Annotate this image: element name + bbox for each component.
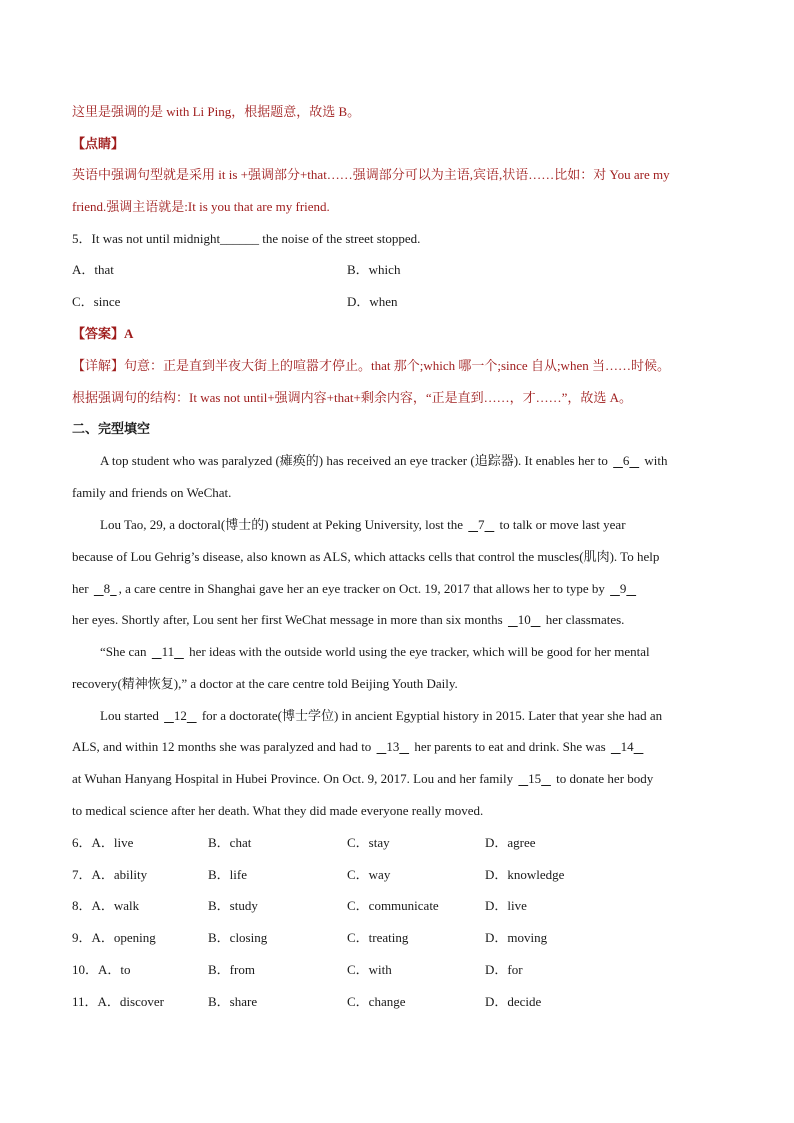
- passage-line: [100, 516, 734, 534]
- passage-line: [100, 707, 734, 725]
- choice-10-a: 10．A．to: [72, 962, 131, 977]
- blank-14: 14: [620, 739, 634, 754]
- blank-6: 6: [622, 453, 630, 468]
- question-5-stem: 5．It was not until midnight______ the noise of the street stopped.: [72, 231, 421, 246]
- passage-text: to talk or move last year: [499, 517, 626, 532]
- choice-11-c: C．change: [347, 994, 406, 1009]
- choice-8-d: D．live: [485, 898, 527, 913]
- passage-line: recovery(精神恢复),” a doctor at the care centre told Beijing Youth Daily.: [72, 676, 458, 691]
- detail-line-1: 【详解】句意：正是直到半夜大街上的喧嚣才停止。that 那个;which 哪一个;since 自从;when 当……时候。: [72, 358, 670, 373]
- choice-8-b: B．study: [208, 898, 258, 913]
- blank-9: 9: [619, 581, 627, 596]
- blank-15: 15: [528, 771, 542, 786]
- choice-6-b: B．chat: [208, 835, 252, 850]
- choice-6-d: D．agree: [485, 835, 536, 850]
- choice-7-b: B．life: [208, 867, 247, 882]
- choice-10-c: C．with: [347, 962, 392, 977]
- choice-6-a: 6．A．live: [72, 835, 134, 850]
- choice-9-b: B．closing: [208, 930, 268, 945]
- passage-text: her: [72, 581, 89, 596]
- tip-label: 【点睛】: [72, 136, 125, 151]
- q5-option-a: A．that: [72, 262, 114, 277]
- explanation-line: 这里是强调的是 with Li Ping，根据题意，故选 B。: [72, 104, 361, 119]
- passage-line: to medical science after her death. What they did made everyone really moved.: [72, 803, 484, 818]
- blank-12: 12: [173, 708, 187, 723]
- q5-option-d: D．when: [347, 294, 398, 309]
- passage-text: for a doctorate(博士学位) in ancient Egyptial history in 2015. Later that year she had an: [201, 708, 663, 723]
- passage-text: “She can: [100, 644, 147, 659]
- blank-11: 11: [161, 644, 175, 659]
- passage-line: [72, 770, 734, 788]
- detail-line-2: 根据强调句的结构：It was not until+强调内容+that+剩余内容，“正是直到……，才……”，故选 A。: [72, 390, 633, 405]
- section-title: 二、完型填空: [72, 422, 151, 437]
- passage-text: ALS, and within 12 months she was paralyzed and had to: [72, 739, 372, 754]
- choice-10-b: B．from: [208, 962, 255, 977]
- blank-13: 13: [386, 739, 400, 754]
- blank-8: 8: [103, 581, 111, 596]
- passage-text: her eyes. Shortly after, Lou sent her first WeChat message in more than six months: [72, 612, 503, 627]
- passage-line: [100, 643, 734, 661]
- passage-text: at Wuhan Hanyang Hospital in Hubei Province. On Oct. 9, 2017. Lou and her family: [72, 771, 514, 786]
- passage-line: [72, 580, 734, 598]
- passage-text: her parents to eat and drink. She was: [414, 739, 606, 754]
- choice-9-c: C．treating: [347, 930, 409, 945]
- choice-11-d: D．decide: [485, 994, 542, 1009]
- choice-11-a: 11．A．discover: [72, 994, 164, 1009]
- choice-6-c: C．stay: [347, 835, 390, 850]
- blank-7: 7: [478, 517, 485, 532]
- passage-text: , a care centre in Shanghai gave her an eye tracker on Oct. 19, 2017 that allows her to type by: [118, 581, 605, 596]
- passage-line: [100, 452, 734, 470]
- passage-text: Lou started: [100, 708, 159, 723]
- passage-text: A top student who was paralyzed (瘫痪的) has received an eye tracker (追踪器). It enables her to: [100, 453, 608, 468]
- tip-line-1: 英语中强调句型就是采用 it is +强调部分+that……强调部分可以为主语,宾语,状语……比如：对 You are my: [72, 167, 670, 182]
- passage-line: [72, 611, 734, 629]
- passage-text: her ideas with the outside world using the eye tracker, which will be good for her mental: [189, 644, 650, 659]
- tip-line-2: friend.强调主语就是:It is you that are my friend.: [72, 199, 330, 214]
- passage-line: family and friends on WeChat.: [72, 485, 232, 500]
- choice-9-d: D．moving: [485, 930, 548, 945]
- passage-text: Lou Tao, 29, a doctoral(博士的) student at Peking University, lost the: [100, 517, 464, 532]
- q5-option-b: B．which: [347, 262, 401, 277]
- choice-9-a: 9．A．opening: [72, 930, 156, 945]
- choice-7-c: C．way: [347, 867, 391, 882]
- passage-text: with: [644, 453, 668, 468]
- passage-line: because of Lou Gehrig’s disease, also known as ALS, which attacks cells that control the muscles(肌肉). To help: [72, 549, 660, 564]
- choice-7-d: D．knowledge: [485, 867, 565, 882]
- blank-10: 10: [517, 612, 531, 627]
- choice-10-d: D．for: [485, 962, 523, 977]
- choice-8-a: 8．A．walk: [72, 898, 140, 913]
- passage-text: her classmates.: [545, 612, 625, 627]
- passage-line: [72, 738, 734, 756]
- passage-text: to donate her body: [556, 771, 654, 786]
- q5-option-c: C．since: [72, 294, 121, 309]
- answer-line: 【答案】A: [72, 326, 134, 341]
- choice-11-b: B．share: [208, 994, 258, 1009]
- choice-7-a: 7．A．ability: [72, 867, 148, 882]
- choice-8-c: C．communicate: [347, 898, 439, 913]
